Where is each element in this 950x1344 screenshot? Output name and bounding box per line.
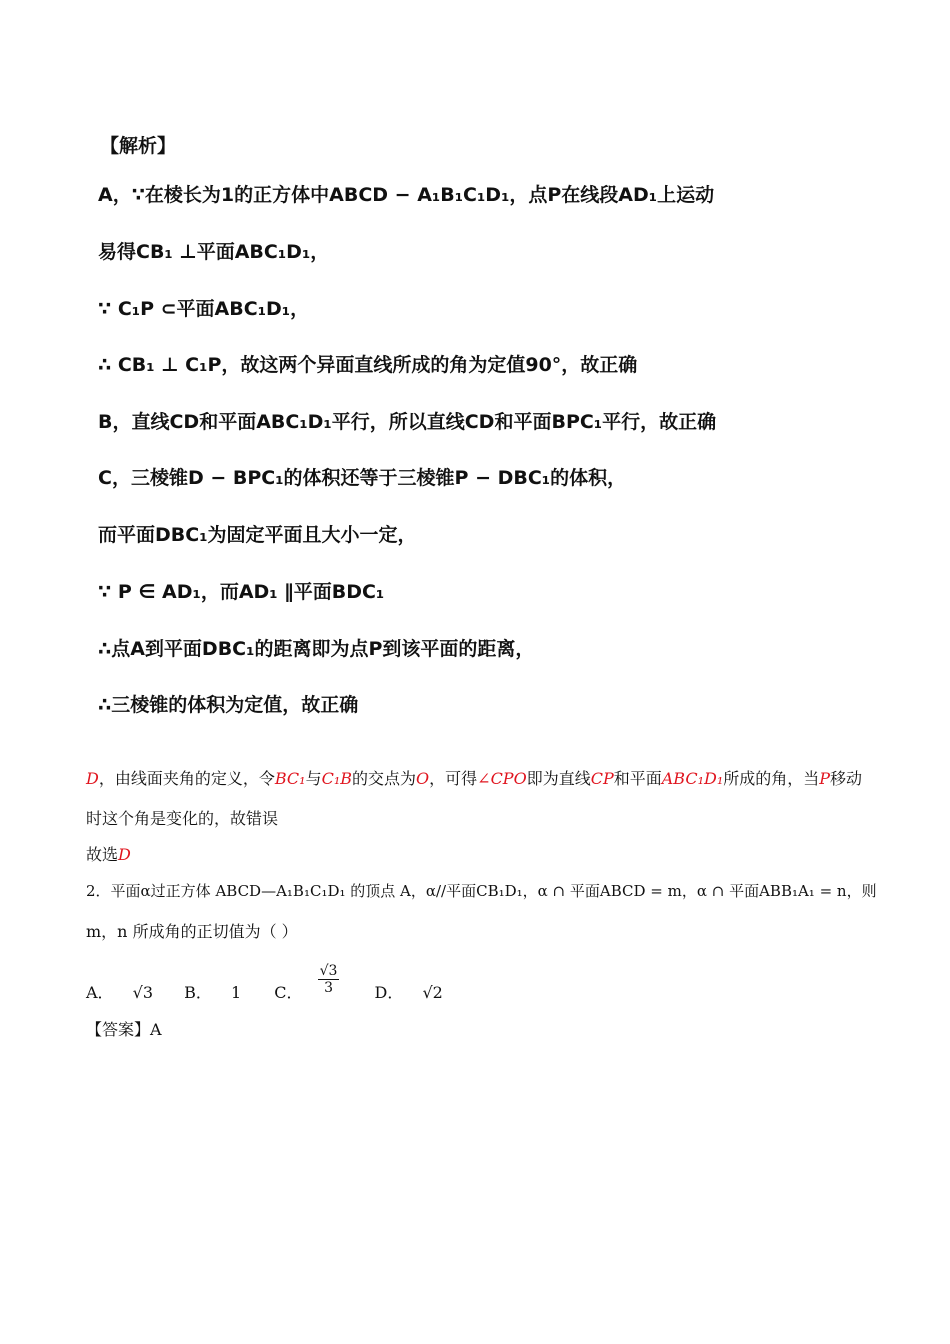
option-b-label: B． — [184, 983, 212, 1002]
fraction-denominator: 3 — [324, 980, 333, 996]
question-stem: 2．平面α过正方体 ABCD—A₁B₁C₁D₁ 的顶点 A，α//平面CB₁D₁，α ∩ 平面ABCD = m，α ∩ 平面ABB₁A₁ = n，则 — [86, 882, 877, 900]
solution-line-c: C，三棱锥D − BPC₁的体积还等于三棱锥P − DBC₁的体积， — [98, 467, 627, 489]
solution-line-3: ∵ C₁P ⊂平面ABC₁D₁， — [98, 298, 310, 320]
option-b-value: 1 — [230, 983, 242, 1002]
math-term: ABC₁D₁ — [661, 769, 724, 788]
math-term: C₁B — [321, 769, 352, 788]
solution-line-a: A，∵在棱长为1的正方体中ABCD − A₁B₁C₁D₁，点P在线段AD₁上运动 — [98, 184, 715, 206]
option-c-label: C． — [274, 983, 303, 1002]
option-a-label: A． — [86, 983, 114, 1002]
option-d-value: √2 — [422, 983, 443, 1002]
math-term: O — [416, 769, 430, 788]
option-letter: D — [86, 769, 99, 788]
option-d-label: D． — [374, 983, 404, 1002]
section-heading: 【解析】 — [100, 135, 177, 157]
math-term: BC₁ — [274, 769, 306, 788]
question-stem-2: m，n 所成角的正切值为（ ） — [86, 922, 298, 941]
text-fragment: 移动 — [830, 769, 863, 788]
solution-line-8: ∵ P ∈ AD₁，而AD₁ ∥平面BDC₁ — [98, 581, 385, 603]
option-c-fraction — [318, 963, 340, 996]
text-fragment: ，可得 — [429, 769, 478, 788]
solution-line-4: ∴ CB₁ ⊥ C₁P，故这两个异面直线所成的角为定值90°，故正确 — [98, 354, 638, 376]
solution-line-2: 易得CB₁ ⊥平面ABC₁D₁， — [98, 241, 330, 263]
option-list — [86, 963, 443, 1010]
answer-line: 【答案】A — [86, 1020, 162, 1039]
math-term: P — [819, 769, 831, 788]
solution-line-7: 而平面DBC₁为固定平面且大小一定， — [98, 524, 417, 546]
text-fragment: 的交点为 — [352, 769, 417, 788]
solution-line-10: ∴三棱锥的体积为定值，故正确 — [98, 694, 359, 716]
option-letter: D — [118, 845, 131, 864]
text-fragment: 与 — [305, 769, 322, 788]
text-fragment: ，由线面夹角的定义，令 — [98, 769, 275, 788]
fraction-numerator: √3 — [319, 963, 338, 979]
option-a-value: √3 — [132, 983, 154, 1002]
solution-line-b: B，直线CD和平面ABC₁D₁平行，所以直线CD和平面BPC₁平行，故正确 — [98, 411, 717, 433]
solution-line-d — [86, 766, 862, 789]
math-term: ∠CPO — [477, 769, 527, 788]
solution-line-9: ∴点A到平面DBC₁的距离即为点P到该平面的距离， — [98, 638, 535, 660]
final-choice — [86, 842, 131, 865]
text-fragment: 即为直线 — [526, 769, 591, 788]
text-fragment: 和平面 — [613, 769, 662, 788]
text-fragment: 故选 — [86, 845, 119, 864]
solution-line-d-2: 时这个角是变化的，故错误 — [86, 809, 279, 828]
text-fragment: 所成的角，当 — [723, 769, 820, 788]
math-term: CP — [590, 769, 614, 788]
